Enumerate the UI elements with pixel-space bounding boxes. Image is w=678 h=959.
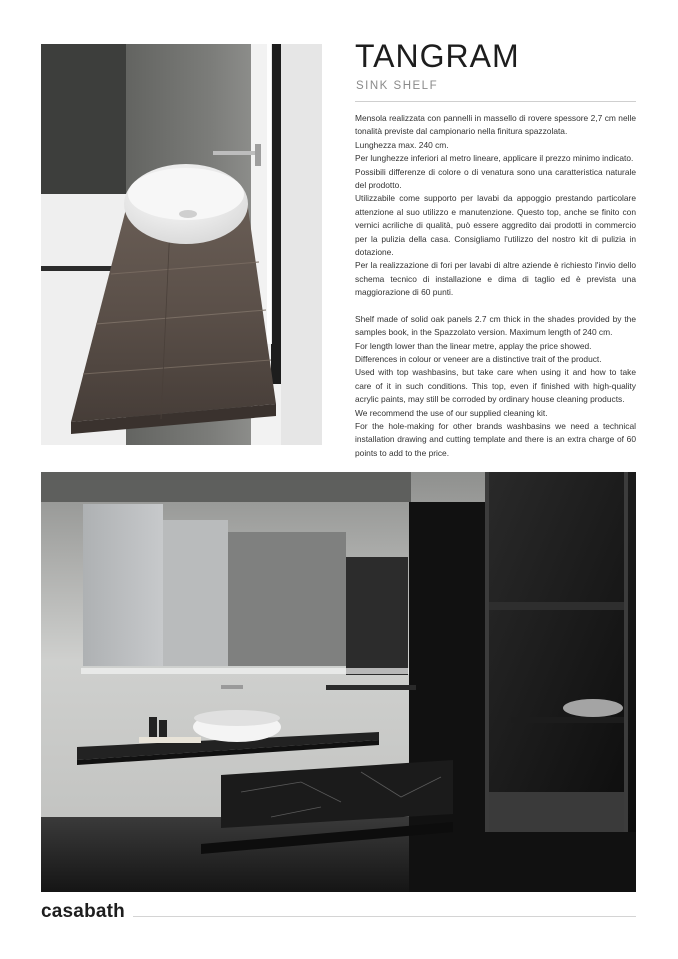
description-en-paragraph: Used with top washbasins, but take care when using it and how to take care of it in such conditions. This top, even if finished with high-quality acrylic paints, may still be corroded by ordinary house cleaning products.	[355, 367, 636, 405]
bathroom-scene-illustration	[41, 472, 636, 892]
product-subtitle: SINK SHELF	[356, 80, 439, 92]
description-en-paragraph: For length lower than the linear metre, applay the price showed.	[355, 340, 592, 351]
description-en-paragraph: Shelf made of solid oak panels 2.7 cm thick in the shades provided by the samples book, in the Spazzolato version. Maximum length of 240 cm.	[355, 313, 636, 338]
product-photo-ambience	[41, 472, 636, 892]
description-it-paragraph: Possibili differenze di colore o di venatura sono una caratteristica naturale del prodotto.	[355, 166, 636, 191]
sink-shelf-detail-illustration	[41, 44, 322, 445]
description-it-paragraph: Per la realizzazione di fori per lavabi di altre aziende è richiesto l'invio dello schema tecnico di installazione e dima di taglio ed è prevista una maggiorazione di 60 punti.	[355, 260, 636, 298]
description-it-paragraph: Lunghezza max. 240 cm.	[355, 139, 449, 150]
description-en-paragraph: Differences in colour or veneer are a distinctive trait of the product.	[355, 353, 602, 364]
product-photo-detail	[41, 44, 322, 445]
description-it-paragraph: Mensola realizzata con pannelli in massello di rovere spessore 2,7 cm nelle tonalità previste dal campionario nella finitura spazzolata.	[355, 113, 636, 137]
product-description	[355, 112, 636, 460]
brand-logo: casabath	[41, 901, 125, 922]
description-en-paragraph: We recommend the use of our supplied cleaning kit.	[355, 407, 548, 418]
footer-divider	[133, 916, 636, 917]
title-divider	[355, 101, 636, 102]
description-it-paragraph: Utilizzabile come supporto per lavabi da appoggio prestando particolare attenzione al suo utilizzo e manutenzione. Questo top, anche se finito con vernici acriliche di qualità, può essere aggredito dai prodotti in commercio per la pulizia della casa. Consigliamo l'utilizzo del nostro kit di pulizia in dotazione.	[355, 193, 636, 258]
product-title: TANGRAM	[355, 38, 520, 74]
description-en-paragraph: For the hole-making for other brands washbasins we need a technical installation drawing and cutting template and there is an extra charge of 60 points to add to the price.	[355, 420, 636, 458]
language-spacer	[355, 300, 636, 313]
description-it-paragraph: Per lunghezze inferiori al metro lineare, applicare il prezzo minimo indicato.	[355, 153, 634, 164]
